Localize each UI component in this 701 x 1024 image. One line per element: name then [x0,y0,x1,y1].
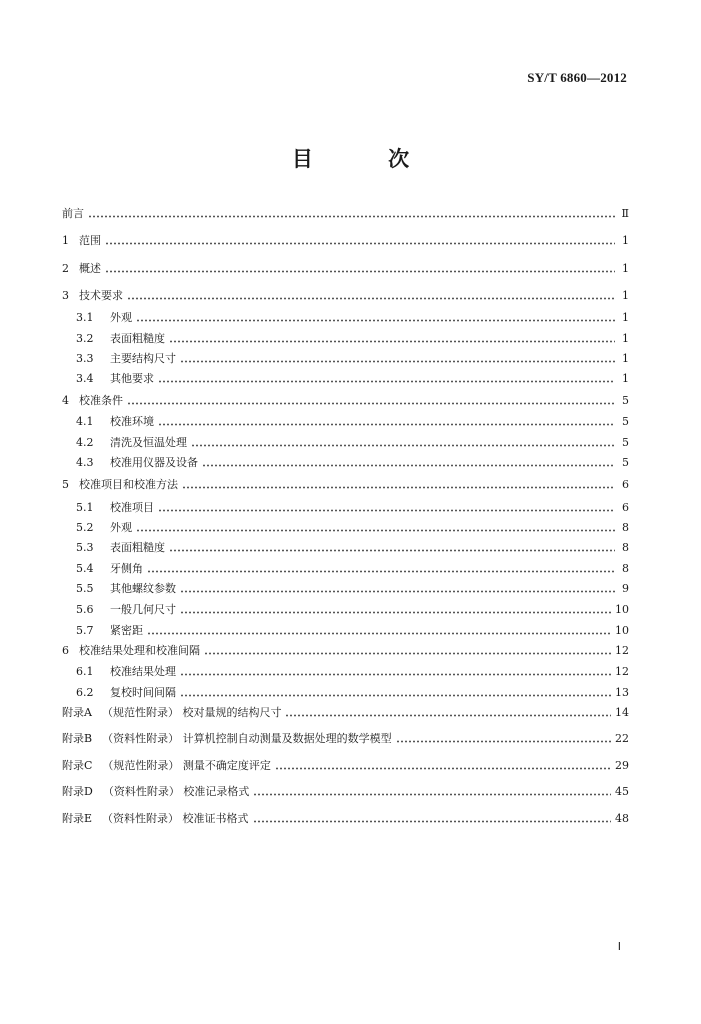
toc-entry-page: 29 [615,759,629,772]
toc-entry-page: 5 [622,436,629,449]
toc-entry[interactable] [76,517,629,535]
toc-entry-page: 14 [615,706,629,719]
toc-leader-dots [204,652,611,655]
toc-leader-dots [147,632,611,635]
toc-entry-page: 45 [615,785,629,798]
toc-entry-number: 2 [62,262,69,275]
toc-entry-page: Ⅱ [621,207,629,220]
toc-entry-title: （资料性附录） 校准证书格式 [102,812,249,825]
toc-entry-number: 附录C [62,759,93,772]
toc-entry-number: 4.1 [76,415,94,428]
toc-entry-title: 表面粗糙度 [110,541,165,554]
toc-entry-number: 3.4 [76,372,94,385]
toc-leader-dots [105,270,615,273]
toc-leader-dots [253,793,611,796]
toc-entry[interactable] [76,682,629,700]
toc-entry-title: 技术要求 [79,289,123,302]
toc-entry-number: 1 [62,234,69,247]
toc-entry-title: 校准项目 [110,501,154,514]
toc-entry-title: 复校时间间隔 [110,686,176,699]
toc-leader-dots [202,464,615,467]
toc-entry-page: 6 [622,501,629,514]
toc-entry[interactable] [76,537,629,555]
toc-leader-dots [158,509,615,512]
toc-leader-dots [88,215,615,218]
toc-entry-page: 5 [622,394,629,407]
toc-entry-page: 6 [622,478,629,491]
toc-entry-number: 6.2 [76,686,94,699]
toc-entry[interactable] [76,432,629,450]
page-title: 目 次 [291,147,444,171]
toc-entry-number: 4.2 [76,436,94,449]
toc-entry-page: 1 [622,289,629,302]
toc-leader-dots [105,242,615,245]
toc-entry[interactable] [62,728,629,746]
toc-entry-title: 一般几何尺寸 [110,603,176,616]
toc-entry-title: （资料性附录） 校准记录格式 [102,785,250,798]
toc-entry-number: 3.2 [76,332,94,345]
toc-entry-title: 校准结果处理 [110,665,176,678]
toc-entry-number: 附录D [62,785,93,798]
toc-entry-title: （规范性附录） 校对量规的结构尺寸 [101,706,282,719]
toc-entry-title: 校准用仪器及设备 [110,456,198,469]
toc-entry-title: （资料性附录） 计算机控制自动测量及数据处理的数学模型 [102,732,392,745]
toc-entry-number: 附录B [62,732,93,745]
toc-leader-dots [158,380,615,383]
toc-entry-number: 4 [62,394,69,407]
toc-entry-page: 12 [615,644,629,657]
toc-entry-page: 1 [622,352,629,365]
toc-entry[interactable] [76,497,629,515]
toc-entry[interactable] [62,390,629,408]
toc-leader-dots [127,297,615,300]
toc-entry[interactable] [76,578,629,596]
toc-leader-dots [158,423,615,426]
toc-entry-title: 其他要求 [110,372,154,385]
toc-entry-number: 6.1 [76,665,94,678]
toc-entry[interactable] [76,411,629,429]
toc-entry[interactable] [62,285,629,303]
toc-entry-title: （规范性附录） 测量不确定度评定 [102,759,271,772]
toc-leader-dots [275,767,611,770]
toc-entry[interactable] [76,307,629,325]
toc-entry-title: 范围 [79,234,101,247]
toc-entry-number: 5.6 [76,603,94,616]
toc-entry[interactable] [76,599,629,617]
standard-code: SY/T 6860—2012 [527,70,627,85]
toc-entry[interactable] [62,203,629,221]
toc-entry-page: 22 [615,732,629,745]
toc-entry-number: 3.3 [76,352,94,365]
toc-leader-dots [285,714,611,717]
toc-entry-page: 13 [615,686,629,699]
toc-entry-page: 10 [615,624,629,637]
toc-entry-page: 8 [622,562,629,575]
toc-entry-title: 主要结构尺寸 [110,352,176,365]
toc-leader-dots [169,549,615,552]
toc-entry-number: 附录E [62,812,93,825]
toc-leader-dots [396,740,611,743]
toc-entry-number: 5.2 [76,521,94,534]
toc-entry-page: 1 [622,332,629,345]
toc-entry-title: 概述 [79,262,101,275]
toc-entry-page: 1 [622,372,629,385]
toc-entry[interactable] [62,258,629,276]
toc-entry-number: 5.7 [76,624,94,637]
toc-entry[interactable] [62,808,629,826]
toc-entry-title: 校准结果处理和校准间隔 [79,644,200,657]
toc-entry[interactable] [76,328,629,346]
toc-entry[interactable] [62,640,629,658]
toc-entry[interactable] [76,348,629,366]
toc-entry-page: 8 [622,521,629,534]
toc-entry-number: 3.1 [76,311,94,324]
toc-leader-dots [180,694,611,697]
toc-entry-title: 表面粗糙度 [110,332,165,345]
toc-entry-number: 5.3 [76,541,94,554]
toc-entry[interactable] [76,558,629,576]
toc-leader-dots [136,529,615,532]
toc-entry-number: 附录A [62,706,92,719]
toc-entry-title: 前言 [62,207,84,220]
toc-entry[interactable] [62,702,629,720]
toc-entry-page: 8 [622,541,629,554]
toc-entry-number: 5.5 [76,582,94,595]
toc-leader-dots [253,820,611,823]
toc-entry-page: 1 [622,311,629,324]
toc-entry-number: 4.3 [76,456,94,469]
toc-leader-dots [180,611,611,614]
toc-entry[interactable] [76,368,629,386]
toc-entry[interactable] [62,781,629,799]
toc-entry-number: 5.4 [76,562,94,575]
toc-leader-dots [136,319,615,322]
page-number: Ⅰ [617,941,621,953]
toc-entry[interactable] [62,755,629,773]
toc-entry-number: 5.1 [76,501,94,514]
toc-leader-dots [191,444,615,447]
toc-entry-title: 清洗及恒温处理 [110,436,187,449]
toc-entry-number: 6 [62,644,69,657]
toc-entry-title: 外观 [110,311,132,324]
toc-entry[interactable] [76,452,629,470]
toc-entry-page: 5 [622,456,629,469]
toc-entry-page: 10 [615,603,629,616]
toc-entry[interactable] [76,620,629,638]
toc-leader-dots [147,570,615,573]
toc-leader-dots [127,402,615,405]
toc-entry-title: 校准环境 [110,415,154,428]
toc-leader-dots [182,486,615,489]
toc-entry-title: 校准条件 [79,394,123,407]
toc-entry-title: 牙侧角 [110,562,143,575]
toc-entry[interactable] [62,474,629,492]
toc-leader-dots [180,590,615,593]
toc-entry-title: 校准项目和校准方法 [79,478,178,491]
toc-entry-page: 1 [622,234,629,247]
toc-entry-number: 3 [62,289,69,302]
toc-entry-page: 5 [622,415,629,428]
toc-entry[interactable] [76,661,629,679]
toc-entry-page: 1 [622,262,629,275]
toc-entry-title: 紧密距 [110,624,143,637]
toc-entry-title: 其他螺纹参数 [110,582,176,595]
toc-entry[interactable] [62,230,629,248]
toc-leader-dots [180,673,611,676]
toc-entry-page: 12 [615,665,629,678]
toc-entry-number: 5 [62,478,69,491]
toc-entry-title: 外观 [110,521,132,534]
toc-entry-page: 48 [615,812,629,825]
toc-leader-dots [169,340,615,343]
toc-leader-dots [180,360,615,363]
toc-entry-page: 9 [622,582,629,595]
